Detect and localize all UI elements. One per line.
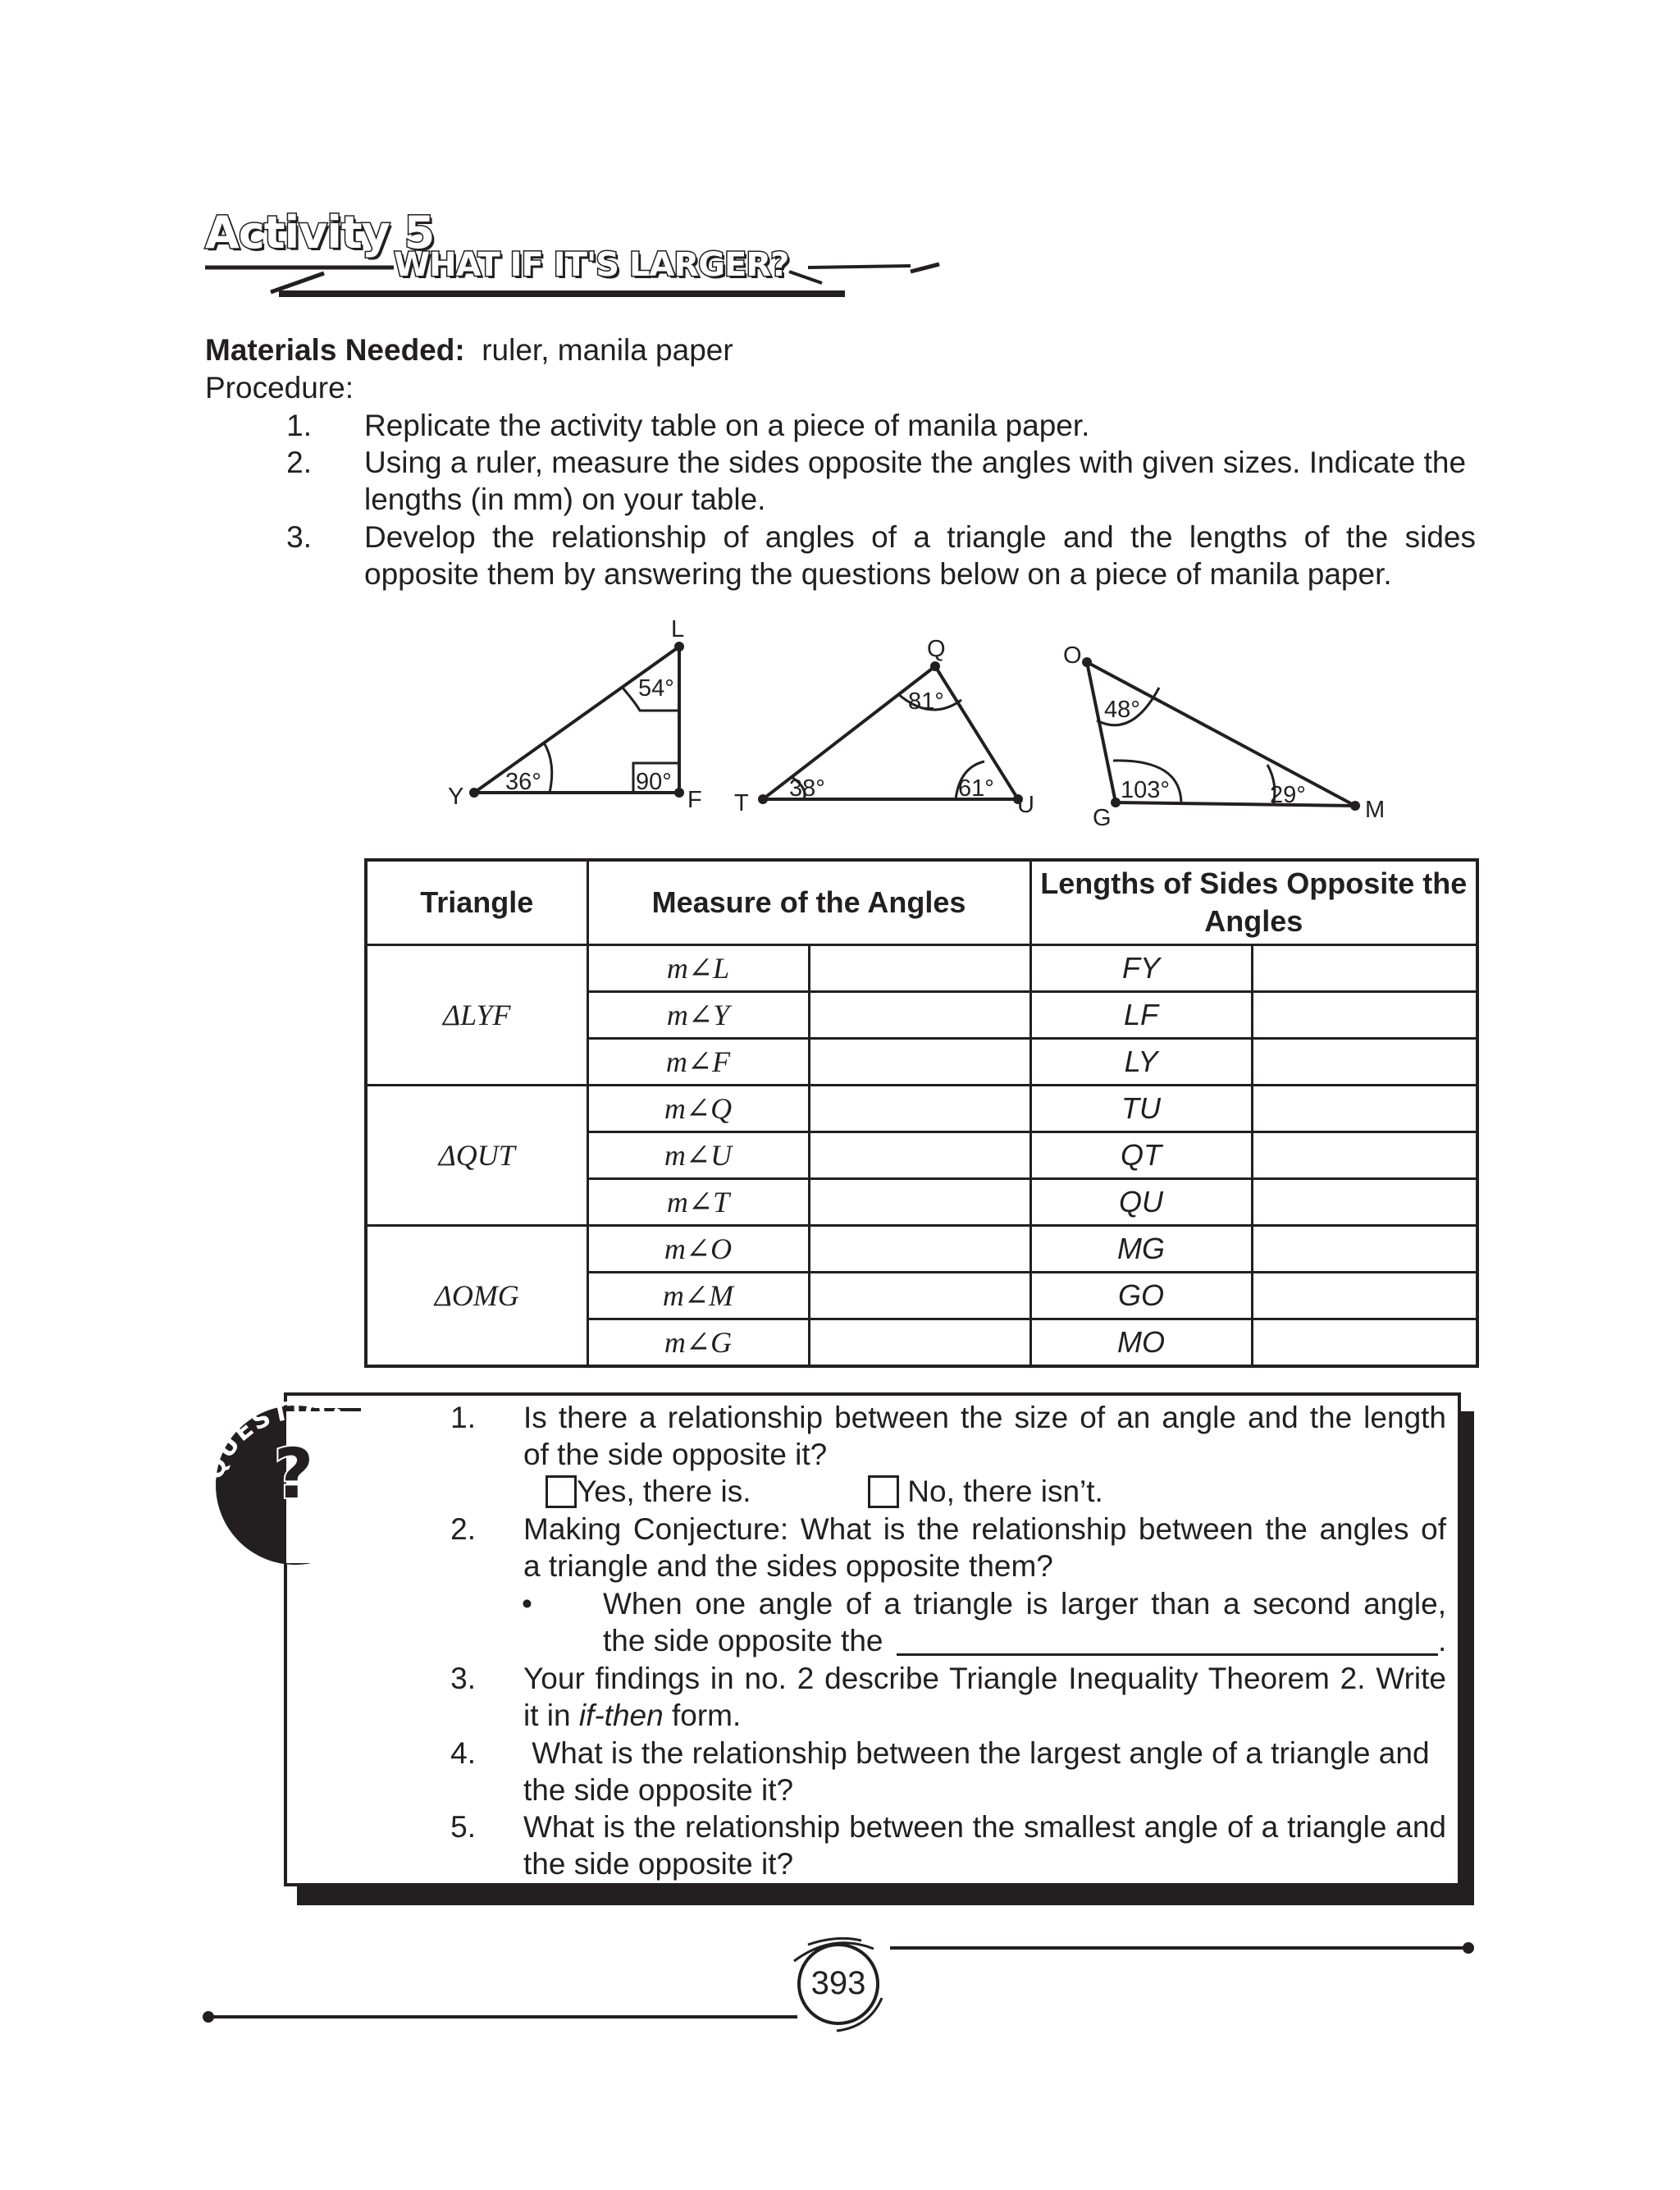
side-cell: TU bbox=[1030, 1086, 1252, 1132]
activity-title: WHAT IF IT'S LARGER? bbox=[394, 246, 789, 284]
step-number: 1. bbox=[286, 409, 312, 442]
angle-label: 54° bbox=[638, 675, 674, 702]
angle-label: 48° bbox=[1104, 697, 1140, 723]
triangle-lyf bbox=[448, 616, 702, 813]
angle-cell: m∠G bbox=[587, 1319, 809, 1367]
angle-label: 29° bbox=[1270, 782, 1306, 808]
angle-label: 36° bbox=[505, 769, 541, 795]
angle-cell: m∠U bbox=[587, 1132, 809, 1179]
option-yes[interactable] bbox=[546, 1473, 751, 1510]
triangle-cell: ΔLYF bbox=[366, 945, 587, 1086]
triangle-ogm bbox=[1063, 642, 1385, 831]
question-number: 4. bbox=[450, 1736, 476, 1770]
vertex-label: O bbox=[1063, 642, 1082, 669]
activity-table bbox=[364, 858, 1479, 1368]
triangle-cell: ΔQUT bbox=[366, 1086, 587, 1226]
step-text: Replicate the activity table on a piece of manila paper. bbox=[364, 409, 1090, 442]
answer-cell[interactable] bbox=[809, 1226, 1030, 1273]
questions-badge bbox=[197, 1362, 386, 1567]
blank-end: . bbox=[1438, 1624, 1447, 1657]
option-label: Yes, there is. bbox=[577, 1474, 751, 1508]
materials-label: Materials Needed: bbox=[205, 333, 465, 367]
question-text: the side opposite it? bbox=[523, 1773, 794, 1807]
question-text: What is the relationship between the largest angle of a triangle and bbox=[523, 1736, 1430, 1770]
angle-cell: m∠Y bbox=[587, 992, 809, 1039]
answer-cell[interactable] bbox=[1252, 1086, 1477, 1132]
answer-blank[interactable] bbox=[897, 1653, 1438, 1656]
question-text: Your findings in no. 2 describe Triangle Inequality Theorem 2. Write bbox=[523, 1662, 1446, 1695]
answer-cell[interactable] bbox=[1252, 945, 1477, 992]
table-row bbox=[366, 1226, 1477, 1273]
triangle-qtu bbox=[734, 636, 1034, 818]
answer-cell[interactable] bbox=[809, 1319, 1030, 1367]
vertex-label: U bbox=[1017, 792, 1034, 818]
question-mark-icon: ? bbox=[273, 1433, 314, 1514]
answer-cell[interactable] bbox=[809, 1039, 1030, 1086]
checkbox-yes[interactable] bbox=[546, 1475, 577, 1508]
angle-cell: m∠L bbox=[587, 945, 809, 992]
procedure-label: Procedure: bbox=[205, 371, 354, 405]
angle-cell: m∠F bbox=[587, 1039, 809, 1086]
answer-cell[interactable] bbox=[1252, 1132, 1477, 1179]
side-cell: QT bbox=[1030, 1132, 1252, 1179]
table-row bbox=[366, 1086, 1477, 1132]
vertex-label: Q bbox=[927, 636, 946, 662]
vertex-label: F bbox=[687, 787, 702, 813]
table-header-row bbox=[366, 860, 1477, 945]
answer-cell[interactable] bbox=[1252, 1039, 1477, 1086]
side-cell: QU bbox=[1030, 1179, 1252, 1226]
angle-label: 61° bbox=[958, 775, 994, 802]
question-text: the side opposite it? bbox=[523, 1847, 794, 1881]
question-number: 3. bbox=[450, 1662, 476, 1695]
answer-cell[interactable] bbox=[809, 945, 1030, 992]
side-cell: MO bbox=[1030, 1319, 1252, 1367]
side-cell: MG bbox=[1030, 1226, 1252, 1273]
step-text: Develop the relationship of angles of a triangle and the lengths of the sides bbox=[364, 520, 1476, 554]
header-triangle: Triangle bbox=[366, 860, 587, 945]
angle-label: 81° bbox=[908, 688, 944, 715]
questions-badge-text: QUESTIONS bbox=[199, 1396, 375, 1484]
answer-cell[interactable] bbox=[809, 992, 1030, 1039]
question-number: 2. bbox=[450, 1512, 476, 1546]
question-text: it in if-then form. bbox=[523, 1699, 742, 1732]
angle-label: 38° bbox=[789, 775, 825, 802]
angle-cell: m∠O bbox=[587, 1226, 809, 1273]
answer-cell[interactable] bbox=[809, 1273, 1030, 1319]
question-text: What is the relationship between the smallest angle of a triangle and bbox=[523, 1810, 1446, 1844]
materials-value: ruler, manila paper bbox=[482, 333, 733, 367]
angle-cell: m∠Q bbox=[587, 1086, 809, 1132]
triangle-figures bbox=[0, 0, 1680, 853]
question-number: 1. bbox=[450, 1401, 476, 1434]
angle-cell: m∠T bbox=[587, 1179, 809, 1226]
answer-cell[interactable] bbox=[809, 1132, 1030, 1179]
vertex-label: M bbox=[1365, 797, 1386, 823]
page-number: 393 bbox=[810, 1965, 866, 2001]
vertex-label: T bbox=[734, 790, 749, 816]
answer-cell[interactable] bbox=[1252, 992, 1477, 1039]
side-cell: LY bbox=[1030, 1039, 1252, 1086]
header-lengths: Lengths of Sides Opposite the Angles bbox=[1030, 860, 1477, 945]
question-text: of the side opposite it? bbox=[523, 1438, 828, 1471]
checkbox-no[interactable] bbox=[868, 1475, 899, 1508]
side-cell: LF bbox=[1030, 992, 1252, 1039]
table-row bbox=[366, 945, 1477, 992]
question-text: a triangle and the sides opposite them? bbox=[523, 1549, 1053, 1583]
angle-label: 103° bbox=[1121, 777, 1170, 803]
answer-cell[interactable] bbox=[1252, 1179, 1477, 1226]
activity-label: Activity 5 bbox=[205, 207, 435, 258]
triangle-cell: ΔOMG bbox=[366, 1226, 587, 1367]
bullet-text: the side opposite the bbox=[603, 1624, 883, 1657]
angle-cell: m∠M bbox=[587, 1273, 809, 1319]
vertex-label: G bbox=[1093, 805, 1112, 831]
side-cell: FY bbox=[1030, 945, 1252, 992]
side-cell: GO bbox=[1030, 1273, 1252, 1319]
bullet: • bbox=[522, 1587, 532, 1621]
answer-cell[interactable] bbox=[809, 1086, 1030, 1132]
question-text: Is there a relationship between the size of an angle and the length bbox=[523, 1401, 1446, 1434]
step-text: lengths (in mm) on your table. bbox=[364, 482, 766, 516]
question-text: Making Conjecture: What is the relationship between the angles of bbox=[523, 1512, 1446, 1546]
question-number: 5. bbox=[450, 1810, 476, 1844]
step-text: Using a ruler, measure the sides opposite the angles with given sizes. Indicate the bbox=[364, 446, 1467, 479]
angle-label: 90° bbox=[636, 769, 672, 795]
header-measure: Measure of the Angles bbox=[587, 860, 1030, 945]
step-text: opposite them by answering the questions below on a piece of manila paper. bbox=[364, 557, 1392, 591]
vertex-label: L bbox=[671, 616, 685, 642]
bullet-text: When one angle of a triangle is larger than a second angle, bbox=[603, 1587, 1446, 1621]
option-no[interactable] bbox=[868, 1473, 1103, 1510]
option-label: No, there isn’t. bbox=[907, 1474, 1103, 1508]
step-number: 3. bbox=[286, 520, 312, 554]
answer-cell[interactable] bbox=[1252, 1319, 1477, 1367]
answer-cell[interactable] bbox=[1252, 1273, 1477, 1319]
vertex-label: Y bbox=[448, 784, 464, 810]
answer-cell[interactable] bbox=[1252, 1226, 1477, 1273]
answer-cell[interactable] bbox=[809, 1179, 1030, 1226]
step-number: 2. bbox=[286, 446, 312, 479]
